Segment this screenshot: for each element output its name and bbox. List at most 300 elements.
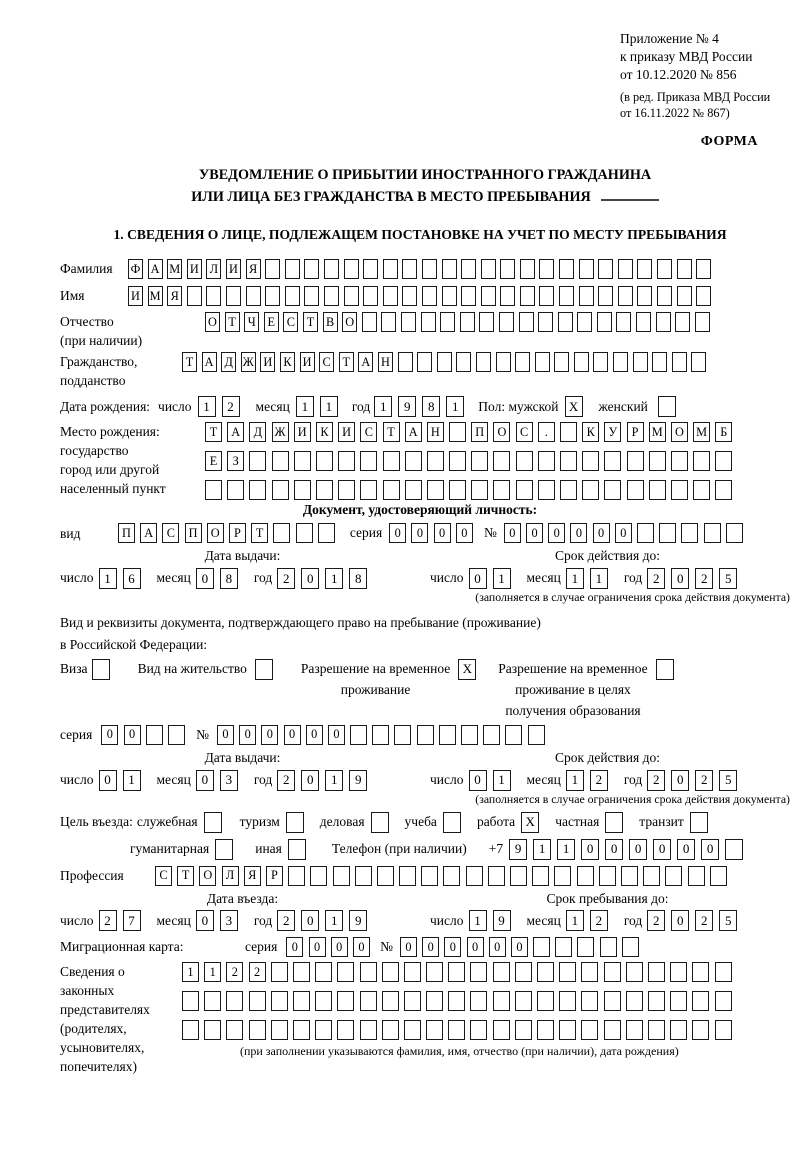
char-box[interactable]: [649, 451, 666, 471]
char-box[interactable]: [696, 286, 711, 306]
char-box[interactable]: 1: [446, 396, 464, 417]
char-box[interactable]: [515, 991, 532, 1011]
char-box[interactable]: 2: [647, 568, 665, 589]
given-name-boxes[interactable]: [128, 286, 716, 306]
residence-checkbox[interactable]: [255, 659, 279, 680]
char-box[interactable]: [692, 1020, 709, 1040]
char-box[interactable]: [204, 812, 222, 833]
char-box[interactable]: И: [187, 259, 202, 279]
char-box[interactable]: 1: [557, 839, 575, 860]
char-box[interactable]: 2: [99, 910, 117, 931]
char-box[interactable]: [677, 286, 692, 306]
char-box[interactable]: [344, 259, 359, 279]
permit-issue-year[interactable]: [277, 770, 373, 791]
char-box[interactable]: 2: [695, 568, 713, 589]
permit-series-boxes[interactable]: [101, 725, 190, 745]
char-box[interactable]: 0: [422, 937, 439, 957]
char-box[interactable]: X: [458, 659, 476, 680]
char-box[interactable]: [693, 480, 710, 500]
char-box[interactable]: 9: [493, 910, 511, 931]
char-box[interactable]: [449, 422, 466, 442]
char-box[interactable]: [604, 1020, 621, 1040]
char-box[interactable]: [285, 286, 300, 306]
char-box[interactable]: 0: [301, 568, 319, 589]
char-box[interactable]: [500, 286, 515, 306]
purpose-humanitarian-checkbox[interactable]: [215, 839, 239, 860]
char-box[interactable]: [470, 991, 487, 1011]
char-box[interactable]: [626, 1020, 643, 1040]
char-box[interactable]: [593, 352, 608, 372]
char-box[interactable]: [533, 937, 550, 957]
char-box[interactable]: 1: [123, 770, 141, 791]
char-box[interactable]: [337, 962, 354, 982]
char-box[interactable]: А: [405, 422, 422, 442]
char-box[interactable]: 0: [548, 523, 565, 543]
char-box[interactable]: 3: [220, 910, 238, 931]
char-box[interactable]: [515, 1020, 532, 1040]
char-box[interactable]: С: [162, 523, 179, 543]
sex-female-checkbox[interactable]: [658, 396, 682, 417]
char-box[interactable]: К: [316, 422, 333, 442]
char-box[interactable]: [577, 866, 594, 886]
char-box[interactable]: [648, 991, 665, 1011]
char-box[interactable]: [560, 480, 577, 500]
char-box[interactable]: [426, 991, 443, 1011]
char-box[interactable]: [449, 451, 466, 471]
permit-issue-month[interactable]: [196, 770, 244, 791]
char-box[interactable]: [613, 352, 628, 372]
char-box[interactable]: [182, 1020, 199, 1040]
surname-boxes[interactable]: [128, 259, 716, 279]
char-box[interactable]: [304, 259, 319, 279]
char-box[interactable]: [310, 866, 327, 886]
char-box[interactable]: [493, 962, 510, 982]
char-box[interactable]: [205, 480, 222, 500]
char-box[interactable]: 1: [325, 910, 343, 931]
char-box[interactable]: 2: [695, 910, 713, 931]
char-box[interactable]: [402, 286, 417, 306]
char-box[interactable]: [187, 286, 202, 306]
char-box[interactable]: [627, 480, 644, 500]
char-box[interactable]: [402, 259, 417, 279]
char-box[interactable]: М: [148, 286, 163, 306]
char-box[interactable]: З: [227, 451, 244, 471]
permit-issue-day[interactable]: [99, 770, 147, 791]
char-box[interactable]: 0: [353, 937, 370, 957]
permit-expiry-month[interactable]: [566, 770, 614, 791]
char-box[interactable]: [500, 259, 515, 279]
char-box[interactable]: 0: [605, 839, 623, 860]
char-box[interactable]: [604, 962, 621, 982]
char-box[interactable]: [582, 480, 599, 500]
char-box[interactable]: [294, 480, 311, 500]
char-box[interactable]: [581, 991, 598, 1011]
permit-number-boxes[interactable]: [217, 725, 550, 745]
char-box[interactable]: [265, 259, 280, 279]
purpose-business-checkbox[interactable]: [371, 812, 395, 833]
char-box[interactable]: 0: [196, 910, 214, 931]
migration-series-boxes[interactable]: [286, 937, 375, 957]
char-box[interactable]: 0: [469, 568, 487, 589]
char-box[interactable]: Т: [225, 312, 240, 332]
purpose-transit-checkbox[interactable]: [690, 812, 714, 833]
char-box[interactable]: [539, 259, 554, 279]
char-box[interactable]: Л: [222, 866, 239, 886]
char-box[interactable]: О: [342, 312, 357, 332]
char-box[interactable]: [471, 451, 488, 471]
char-box[interactable]: [304, 286, 319, 306]
char-box[interactable]: Ж: [241, 352, 256, 372]
char-box[interactable]: [618, 286, 633, 306]
char-box[interactable]: Ч: [244, 312, 259, 332]
char-box[interactable]: 1: [99, 568, 117, 589]
char-box[interactable]: [695, 312, 710, 332]
char-box[interactable]: [692, 991, 709, 1011]
char-box[interactable]: [383, 480, 400, 500]
char-box[interactable]: [360, 1020, 377, 1040]
char-box[interactable]: [426, 1020, 443, 1040]
char-box[interactable]: [215, 839, 233, 860]
char-box[interactable]: Ж: [272, 422, 289, 442]
char-box[interactable]: [577, 312, 592, 332]
char-box[interactable]: О: [207, 523, 224, 543]
char-box[interactable]: [249, 1020, 266, 1040]
char-box[interactable]: 2: [647, 770, 665, 791]
char-box[interactable]: 0: [196, 568, 214, 589]
char-box[interactable]: П: [185, 523, 202, 543]
stay-year[interactable]: [647, 910, 743, 931]
char-box[interactable]: [559, 962, 576, 982]
char-box[interactable]: [296, 523, 313, 543]
char-box[interactable]: 6: [123, 568, 141, 589]
char-box[interactable]: 0: [456, 523, 473, 543]
char-box[interactable]: [579, 259, 594, 279]
char-box[interactable]: [443, 812, 461, 833]
char-box[interactable]: П: [118, 523, 135, 543]
char-box[interactable]: 8: [220, 568, 238, 589]
char-box[interactable]: [362, 312, 377, 332]
char-box[interactable]: [598, 259, 613, 279]
id-issue-month[interactable]: [196, 568, 244, 589]
char-box[interactable]: С: [283, 312, 298, 332]
char-box[interactable]: [404, 1020, 421, 1040]
temp-residence-edu-checkbox[interactable]: [656, 659, 680, 680]
char-box[interactable]: [377, 866, 394, 886]
entry-month[interactable]: [196, 910, 244, 931]
char-box[interactable]: [422, 286, 437, 306]
char-box[interactable]: Р: [627, 422, 644, 442]
char-box[interactable]: [440, 312, 455, 332]
char-box[interactable]: [479, 312, 494, 332]
char-box[interactable]: 2: [590, 910, 608, 931]
char-box[interactable]: [324, 286, 339, 306]
char-box[interactable]: 0: [701, 839, 719, 860]
char-box[interactable]: [355, 866, 372, 886]
char-box[interactable]: [488, 866, 505, 886]
char-box[interactable]: [560, 451, 577, 471]
char-box[interactable]: 1: [469, 910, 487, 931]
char-box[interactable]: [285, 259, 300, 279]
char-box[interactable]: [382, 962, 399, 982]
char-box[interactable]: 2: [647, 910, 665, 931]
char-box[interactable]: [271, 962, 288, 982]
char-box[interactable]: [481, 286, 496, 306]
char-box[interactable]: [471, 480, 488, 500]
char-box[interactable]: [204, 1020, 221, 1040]
char-box[interactable]: 7: [123, 910, 141, 931]
char-box[interactable]: [656, 312, 671, 332]
char-box[interactable]: X: [565, 396, 583, 417]
birth-month-boxes[interactable]: [296, 396, 344, 417]
char-box[interactable]: [286, 812, 304, 833]
char-box[interactable]: 1: [182, 962, 199, 982]
char-box[interactable]: [360, 480, 377, 500]
char-box[interactable]: [519, 312, 534, 332]
char-box[interactable]: [399, 866, 416, 886]
char-box[interactable]: [371, 812, 389, 833]
char-box[interactable]: [360, 962, 377, 982]
char-box[interactable]: [559, 991, 576, 1011]
profession-boxes[interactable]: [155, 866, 732, 886]
legal-reps-row1[interactable]: [182, 962, 737, 982]
char-box[interactable]: 0: [504, 523, 521, 543]
char-box[interactable]: [427, 451, 444, 471]
char-box[interactable]: [204, 991, 221, 1011]
char-box[interactable]: [294, 451, 311, 471]
char-box[interactable]: А: [202, 352, 217, 372]
char-box[interactable]: [600, 937, 617, 957]
char-box[interactable]: 1: [325, 770, 343, 791]
char-box[interactable]: [604, 991, 621, 1011]
char-box[interactable]: 0: [526, 523, 543, 543]
char-box[interactable]: [672, 352, 687, 372]
char-box[interactable]: 0: [286, 937, 303, 957]
char-box[interactable]: [493, 451, 510, 471]
char-box[interactable]: [461, 259, 476, 279]
char-box[interactable]: [535, 352, 550, 372]
permit-expiry-year[interactable]: [647, 770, 743, 791]
char-box[interactable]: 2: [226, 962, 243, 982]
char-box[interactable]: Я: [246, 259, 261, 279]
char-box[interactable]: 1: [198, 396, 216, 417]
char-box[interactable]: [226, 991, 243, 1011]
char-box[interactable]: [461, 725, 478, 745]
char-box[interactable]: [456, 352, 471, 372]
char-box[interactable]: [648, 1020, 665, 1040]
char-box[interactable]: [559, 286, 574, 306]
char-box[interactable]: К: [280, 352, 295, 372]
char-box[interactable]: 0: [331, 937, 348, 957]
char-box[interactable]: [318, 523, 335, 543]
char-box[interactable]: Т: [383, 422, 400, 442]
char-box[interactable]: [249, 480, 266, 500]
entry-day[interactable]: [99, 910, 147, 931]
char-box[interactable]: [554, 352, 569, 372]
char-box[interactable]: 3: [220, 770, 238, 791]
char-box[interactable]: [665, 866, 682, 886]
char-box[interactable]: [448, 1020, 465, 1040]
char-box[interactable]: 1: [566, 770, 584, 791]
char-box[interactable]: Ф: [128, 259, 143, 279]
char-box[interactable]: [324, 259, 339, 279]
char-box[interactable]: [558, 312, 573, 332]
char-box[interactable]: [271, 991, 288, 1011]
permit-expiry-day[interactable]: [469, 770, 517, 791]
char-box[interactable]: [442, 286, 457, 306]
char-box[interactable]: А: [148, 259, 163, 279]
migration-number-boxes[interactable]: [400, 937, 644, 957]
char-box[interactable]: [671, 451, 688, 471]
char-box[interactable]: 0: [124, 725, 141, 745]
char-box[interactable]: И: [128, 286, 143, 306]
citizenship-boxes[interactable]: [182, 352, 711, 372]
char-box[interactable]: Б: [715, 422, 732, 442]
char-box[interactable]: [579, 286, 594, 306]
char-box[interactable]: [146, 725, 163, 745]
char-box[interactable]: [421, 866, 438, 886]
char-box[interactable]: [528, 725, 545, 745]
char-box[interactable]: [381, 312, 396, 332]
char-box[interactable]: [652, 352, 667, 372]
char-box[interactable]: [537, 1020, 554, 1040]
char-box[interactable]: 1: [493, 568, 511, 589]
birth-day-boxes[interactable]: [198, 396, 246, 417]
char-box[interactable]: Т: [177, 866, 194, 886]
char-box[interactable]: М: [167, 259, 182, 279]
char-box[interactable]: Р: [229, 523, 246, 543]
char-box[interactable]: [515, 352, 530, 372]
char-box[interactable]: 0: [467, 937, 484, 957]
char-box[interactable]: 1: [320, 396, 338, 417]
char-box[interactable]: [618, 259, 633, 279]
char-box[interactable]: О: [205, 312, 220, 332]
char-box[interactable]: 0: [301, 770, 319, 791]
char-box[interactable]: В: [323, 312, 338, 332]
char-box[interactable]: [627, 451, 644, 471]
char-box[interactable]: 0: [328, 725, 345, 745]
char-box[interactable]: Н: [378, 352, 393, 372]
char-box[interactable]: [255, 659, 273, 680]
char-box[interactable]: [338, 480, 355, 500]
char-box[interactable]: 9: [398, 396, 416, 417]
char-box[interactable]: 0: [217, 725, 234, 745]
char-box[interactable]: 0: [653, 839, 671, 860]
char-box[interactable]: [605, 812, 623, 833]
char-box[interactable]: [539, 286, 554, 306]
char-box[interactable]: 0: [261, 725, 278, 745]
char-box[interactable]: 2: [590, 770, 608, 791]
char-box[interactable]: 9: [509, 839, 527, 860]
char-box[interactable]: С: [516, 422, 533, 442]
entry-year[interactable]: [277, 910, 373, 931]
char-box[interactable]: 8: [422, 396, 440, 417]
id-expiry-month[interactable]: [566, 568, 614, 589]
purpose-study-checkbox[interactable]: [443, 812, 467, 833]
char-box[interactable]: [505, 725, 522, 745]
char-box[interactable]: [493, 480, 510, 500]
char-box[interactable]: [659, 523, 676, 543]
char-box[interactable]: [515, 962, 532, 982]
char-box[interactable]: [227, 480, 244, 500]
char-box[interactable]: [692, 962, 709, 982]
char-box[interactable]: [599, 866, 616, 886]
char-box[interactable]: [677, 259, 692, 279]
char-box[interactable]: [598, 286, 613, 306]
purpose-work-checkbox[interactable]: [521, 812, 545, 833]
char-box[interactable]: [616, 312, 631, 332]
char-box[interactable]: [421, 312, 436, 332]
legal-reps-row2[interactable]: [182, 991, 737, 1011]
char-box[interactable]: 9: [349, 770, 367, 791]
char-box[interactable]: 0: [400, 937, 417, 957]
char-box[interactable]: [696, 259, 711, 279]
char-box[interactable]: 1: [204, 962, 221, 982]
char-box[interactable]: 0: [671, 910, 689, 931]
char-box[interactable]: 0: [677, 839, 695, 860]
char-box[interactable]: И: [226, 259, 241, 279]
char-box[interactable]: [637, 523, 654, 543]
char-box[interactable]: [470, 1020, 487, 1040]
char-box[interactable]: [448, 991, 465, 1011]
char-box[interactable]: [670, 962, 687, 982]
char-box[interactable]: 1: [296, 396, 314, 417]
char-box[interactable]: [249, 991, 266, 1011]
stay-day[interactable]: [469, 910, 517, 931]
char-box[interactable]: [559, 259, 574, 279]
id-doc-type-boxes[interactable]: [118, 523, 340, 543]
char-box[interactable]: [538, 480, 555, 500]
char-box[interactable]: [405, 451, 422, 471]
char-box[interactable]: [555, 937, 572, 957]
char-box[interactable]: [715, 1020, 732, 1040]
char-box[interactable]: [288, 866, 305, 886]
char-box[interactable]: [246, 286, 261, 306]
id-issue-year[interactable]: [277, 568, 373, 589]
char-box[interactable]: [559, 1020, 576, 1040]
char-box[interactable]: У: [604, 422, 621, 442]
char-box[interactable]: [315, 991, 332, 1011]
char-box[interactable]: Е: [205, 451, 222, 471]
char-box[interactable]: [405, 480, 422, 500]
char-box[interactable]: 2: [277, 770, 295, 791]
char-box[interactable]: О: [671, 422, 688, 442]
char-box[interactable]: [442, 259, 457, 279]
char-box[interactable]: [604, 451, 621, 471]
char-box[interactable]: 2: [277, 568, 295, 589]
char-box[interactable]: [383, 451, 400, 471]
char-box[interactable]: [360, 991, 377, 1011]
char-box[interactable]: [715, 480, 732, 500]
char-box[interactable]: Я: [167, 286, 182, 306]
char-box[interactable]: [538, 312, 553, 332]
char-box[interactable]: [622, 937, 639, 957]
char-box[interactable]: [520, 286, 535, 306]
char-box[interactable]: 0: [671, 770, 689, 791]
char-box[interactable]: 0: [434, 523, 451, 543]
char-box[interactable]: [206, 286, 221, 306]
char-box[interactable]: [437, 352, 452, 372]
char-box[interactable]: И: [338, 422, 355, 442]
birth-place-row1[interactable]: [205, 422, 738, 442]
char-box[interactable]: [633, 352, 648, 372]
char-box[interactable]: [604, 480, 621, 500]
char-box[interactable]: [483, 725, 500, 745]
char-box[interactable]: И: [260, 352, 275, 372]
char-box[interactable]: Т: [182, 352, 197, 372]
char-box[interactable]: [273, 523, 290, 543]
char-box[interactable]: [516, 451, 533, 471]
char-box[interactable]: [316, 451, 333, 471]
